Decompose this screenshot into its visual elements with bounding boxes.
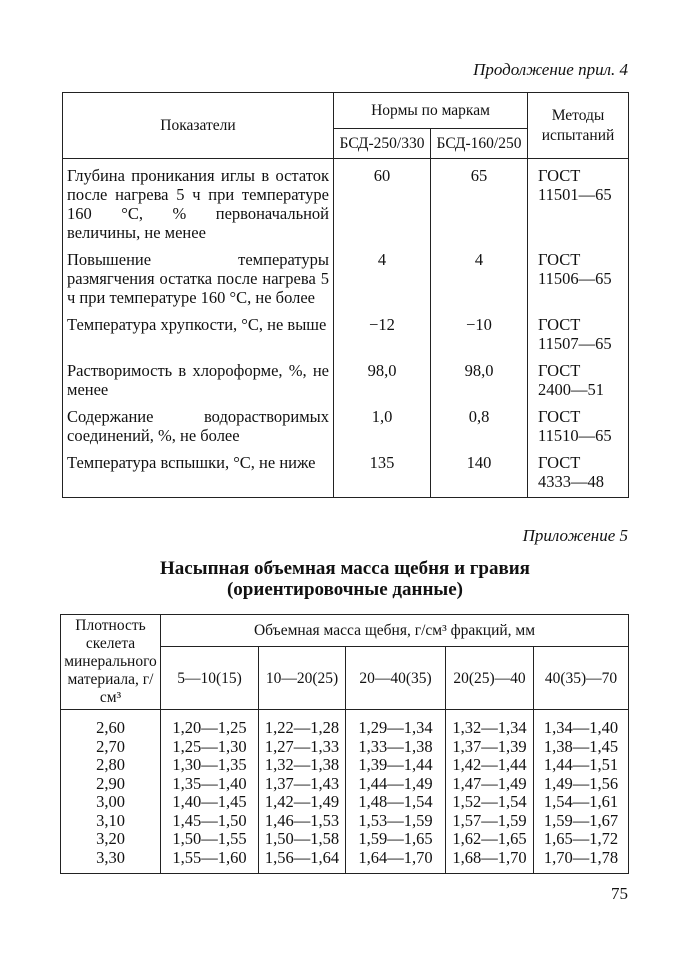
bulk-mass-cell: 1,42—1,44 [446, 756, 534, 775]
header-fraction: 40(35)—70 [534, 647, 629, 710]
bulk-mass-cell: 1,27—1,33 [259, 738, 346, 757]
method-cell [528, 357, 629, 403]
method-cell [528, 246, 629, 311]
bulk-mass-cell: 1,25—1,30 [161, 738, 259, 757]
method-standard: ГОСТ [538, 250, 581, 269]
header-grade1: БСД-250/330 [334, 129, 431, 159]
table-row [61, 830, 629, 849]
grade2-value: 4 [431, 246, 528, 311]
bulk-mass-cell: 1,32—1,38 [259, 756, 346, 775]
table-row [61, 756, 629, 775]
table-row [61, 793, 629, 812]
method-cell [528, 311, 629, 357]
bulk-mass-cell: 1,44—1,51 [534, 756, 629, 775]
method-standard: ГОСТ [538, 361, 581, 380]
bulk-mass-cell: 1,44—1,49 [346, 775, 446, 794]
bulk-mass-cell: 1,47—1,49 [446, 775, 534, 794]
bulk-mass-cell: 1,55—1,60 [161, 849, 259, 874]
table-row [61, 738, 629, 757]
bulk-mass-cell: 1,29—1,34 [346, 710, 446, 738]
indicator-cell: Температура вспышки, °С, не ниже [63, 449, 334, 498]
bulk-mass-cell: 1,52—1,54 [446, 793, 534, 812]
grade2-value: 0,8 [431, 403, 528, 449]
method-number: 11506—65 [538, 269, 612, 288]
bulk-mass-cell: 1,59—1,65 [346, 830, 446, 849]
bulk-mass-cell: 1,59—1,67 [534, 812, 629, 831]
method-number: 4333—48 [538, 472, 605, 491]
bulk-mass-cell: 1,64—1,70 [346, 849, 446, 874]
method-number: 11510—65 [538, 426, 612, 445]
indicator-cell: Температура хрупкости, °С, не выше [63, 311, 334, 357]
table-row [63, 159, 629, 247]
page-number: 75 [611, 884, 628, 903]
density-cell: 3,30 [61, 849, 161, 874]
bulk-mass-cell: 1,20—1,25 [161, 710, 259, 738]
bulk-mass-cell: 1,38—1,45 [534, 738, 629, 757]
title-line-2: (ориентировочные данные) [226, 579, 463, 600]
bitumen-norms-table [62, 92, 629, 498]
bulk-mass-cell: 1,40—1,45 [161, 793, 259, 812]
header-fraction: 5—10(15) [161, 647, 259, 710]
grade2-value: −10 [431, 311, 528, 357]
bulk-mass-cell: 1,39—1,44 [346, 756, 446, 775]
method-cell [528, 449, 629, 498]
section-title [62, 558, 628, 600]
table-row [63, 357, 629, 403]
bulk-mass-cell: 1,56—1,64 [259, 849, 346, 874]
header-grade2: БСД-160/250 [431, 129, 528, 159]
table-row [61, 849, 629, 874]
grade2-value: 98,0 [431, 357, 528, 403]
bulk-mass-cell: 1,54—1,61 [534, 793, 629, 812]
bulk-mass-cell: 1,49—1,56 [534, 775, 629, 794]
header-methods: Методы испытаний [528, 93, 629, 159]
bulk-mass-cell: 1,50—1,55 [161, 830, 259, 849]
table-row [63, 403, 629, 449]
grade2-value: 140 [431, 449, 528, 498]
bulk-mass-cell: 1,45—1,50 [161, 812, 259, 831]
bulk-mass-cell: 1,30—1,35 [161, 756, 259, 775]
header-fraction: 20(25)—40 [446, 647, 534, 710]
bulk-mass-cell: 1,42—1,49 [259, 793, 346, 812]
density-cell: 3,00 [61, 793, 161, 812]
table-row [61, 710, 629, 738]
bulk-mass-cell: 1,70—1,78 [534, 849, 629, 874]
bulk-mass-cell: 1,32—1,34 [446, 710, 534, 738]
bulk-mass-cell: 1,37—1,43 [259, 775, 346, 794]
bulk-mass-cell: 1,53—1,59 [346, 812, 446, 831]
bulk-mass-cell: 1,22—1,28 [259, 710, 346, 738]
grade1-value: 1,0 [334, 403, 431, 449]
table-row [61, 812, 629, 831]
grade1-value: 98,0 [334, 357, 431, 403]
table-row [63, 246, 629, 311]
method-number: 11501—65 [538, 185, 612, 204]
method-number: 11507—65 [538, 334, 612, 353]
method-standard: ГОСТ [538, 315, 581, 334]
grade1-value: 4 [334, 246, 431, 311]
density-cell: 3,10 [61, 812, 161, 831]
bulk-mass-cell: 1,33—1,38 [346, 738, 446, 757]
header-density: Плотность скелета минерального материала, г/см³ [61, 615, 161, 710]
grade1-value: 60 [334, 159, 431, 247]
method-number: 2400—51 [538, 380, 605, 399]
indicator-cell: Глубина проникания иглы в остаток после нагрева 5 ч при температуре 160 °С, % первоначальной величины, не менее [63, 159, 334, 247]
bulk-mass-cell: 1,35—1,40 [161, 775, 259, 794]
bulk-mass-cell: 1,48—1,54 [346, 793, 446, 812]
bulk-mass-cell: 1,68—1,70 [446, 849, 534, 874]
header-indicators: Показатели [63, 93, 334, 159]
grade2-value: 65 [431, 159, 528, 247]
bulk-mass-cell: 1,57—1,59 [446, 812, 534, 831]
grade1-value: −12 [334, 311, 431, 357]
method-standard: ГОСТ [538, 407, 581, 426]
appendix-label: Приложение 5 [522, 526, 628, 545]
indicator-cell: Повышение температуры размягчения остатка после нагрева 5 ч при температуре 160 °С, не более [63, 246, 334, 311]
table-row [61, 775, 629, 794]
bulk-mass-cell: 1,34—1,40 [534, 710, 629, 738]
bulk-mass-cell: 1,46—1,53 [259, 812, 346, 831]
density-cell: 2,70 [61, 738, 161, 757]
density-cell: 2,90 [61, 775, 161, 794]
header-fraction: 10—20(25) [259, 647, 346, 710]
header-bulk-mass: Объемная масса щебня, г/см³ фракций, мм [161, 615, 629, 647]
bulk-mass-cell: 1,65—1,72 [534, 830, 629, 849]
table-row [63, 311, 629, 357]
bulk-mass-cell: 1,37—1,39 [446, 738, 534, 757]
density-cell: 3,20 [61, 830, 161, 849]
method-standard: ГОСТ [538, 166, 581, 185]
method-standard: ГОСТ [538, 453, 581, 472]
continuation-label: Продолжение прил. 4 [473, 60, 628, 79]
header-fraction: 20—40(35) [346, 647, 446, 710]
grade1-value: 135 [334, 449, 431, 498]
density-cell: 2,60 [61, 710, 161, 738]
title-line-1: Насыпная объемная масса щебня и гравия [160, 558, 530, 579]
indicator-cell: Растворимость в хлороформе, %, не менее [63, 357, 334, 403]
indicator-cell: Содержание водорастворимых соединений, %, не более [63, 403, 334, 449]
method-cell [528, 403, 629, 449]
bulk-mass-cell: 1,62—1,65 [446, 830, 534, 849]
method-cell [528, 159, 629, 247]
table-row [63, 449, 629, 498]
density-cell: 2,80 [61, 756, 161, 775]
bulk-mass-cell: 1,50—1,58 [259, 830, 346, 849]
bulk-density-table [60, 614, 629, 874]
header-norms: Нормы по маркам [334, 93, 528, 129]
